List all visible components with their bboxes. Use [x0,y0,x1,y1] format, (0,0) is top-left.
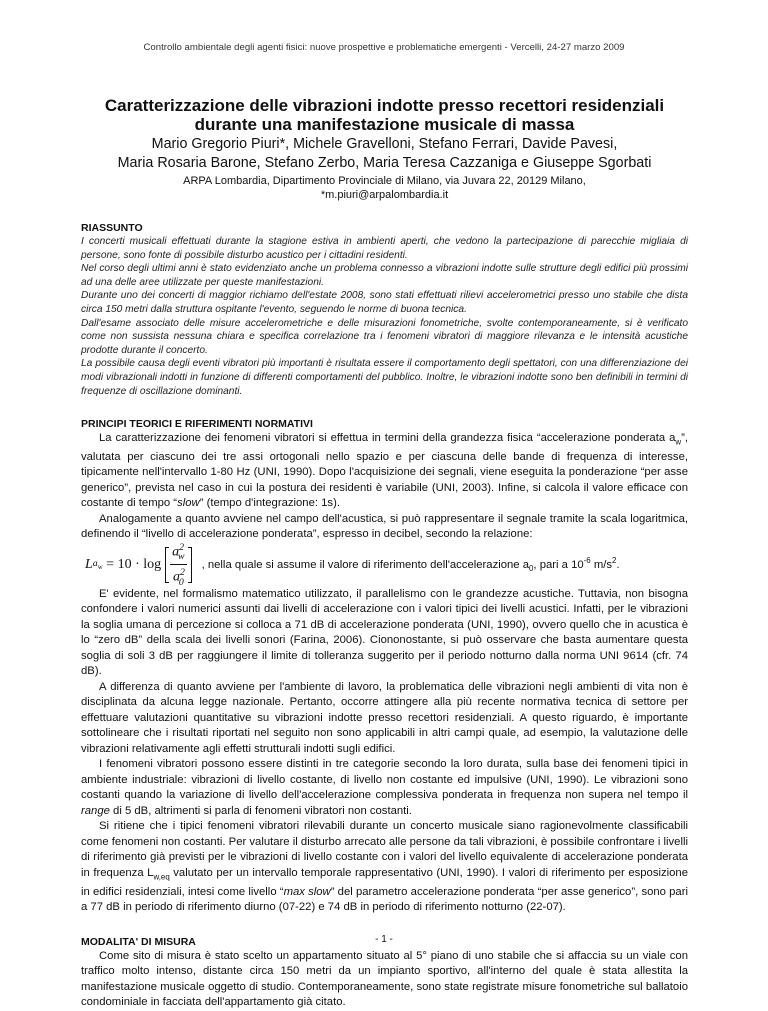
body-paragraph: I fenomeni vibratori possono essere distinti in tre categorie secondo la loro durata, sulla base dei fenomeni tipici in ambiente industriale: vibrazioni di livello costante, di livello non costante ed impulsive (UNI, 1990). Le vibrazioni sono costanti quando la variazione di livello dell'accelerazione complessiva ponderata in frequenza non supera nel tempo il range di 5 dB, altrimenti si parla di fenomeni vibratori non costanti. [81,758,688,817]
authors [81,135,688,173]
body-paragraph: A differenza di quanto avviene per l'ambiente di lavoro, la problematica delle vibrazioni negli ambienti di vita non è disciplinata da alcuna legge nazionale. Pertanto, occorre attingere alla più recente normativa tecnica di settore per effettuare valutazioni quantitative su vibrazioni indotte presso recettori residenziali. A questo riguardo, è importante sottolineare che i risultati riportati nel seguito non sono applicabili in altri campi quale, ad esempio, la valutazione delle vibrazioni relativamente agli effetti strutturali indotti sugli edifici. [81,680,688,755]
abstract-paragraph: La possibile causa degli eventi vibratori più importanti è risultata essere il comportamento degli spettatori, con una differenziazione dei modi vibrazionali indotti in funzione di differenti comportamenti del pubblico. Inoltre, le vibrazioni indotte sono ben definibili in termini di frequenze di oscillazione dominanti. [81,358,688,397]
abstract-paragraph: Dall'esame associato delle misure accelerometriche e delle misurazioni fonometriche, svolte contemporaneamente, si è verificato come non sussista nessuna chiara e specifica correlazione tra i fenomeni vibratori di maggiore rilevanza e le intensità acustiche prodotte durante il concerto. [81,317,688,356]
authors-line-1: Mario Gregorio Piuri*, Michele Gravelloni, Stefano Ferrari, Davide Pavesi, [151,136,618,152]
affiliation [81,174,688,202]
equation-description: , nella quale si assume il valore di riferimento dell'accelerazione $a_0$, pari a $10^{-6}$ $m/s^2$. [201,556,620,574]
body-paragraph: E' evidente, nel formalismo matematico utilizzato, il parallelismo con le grandezze acustiche. Tuttavia, non bisogna confondere i valori numerici assunti dai livelli di accelerazione con i valori tipici dei livelli acustici. Infatti, per le vibrazioni la soglia umana di percezione si colloca a 71 dB di accelerazione ponderata (UNI, 1990), ovvero quello che in acustica è lo “zero dB” della scala dei livelli sonori (Farina, 2006). Ciononostante, si può osservare che basta aumentare questa soglia di soli 3 dB per raggiungere il limite di tolleranza suggerito per il periodo notturno dalla norma UNI 9614 (cfr. 74 dB). [81,587,688,678]
authors-line-2: Maria Rosaria Barone, Stefano Zerbo, Maria Teresa Cazzaniga e Giuseppe Sgorbati [117,155,652,171]
paper-title [81,96,688,134]
section-principles [81,418,688,916]
title-line-2: durante una manifestazione musicale di massa [194,115,575,134]
equation-bracket [165,541,191,588]
section-title: MODALITA' DI MISURA [81,935,196,948]
abstract [81,222,688,398]
page-content [81,96,688,1011]
abstract-paragraph: I concerti musicali effettuati durante la stagione estiva in ambienti aperti, che vedono la partecipazione di parecchie migliaia di persone, sono fonte di possibile disturbo acustico per i cittadini residenti. [81,236,688,261]
affiliation-address: ARPA Lombardia, Dipartimento Provinciale di Milano, via Juvara 22, 20129 Milano, [183,175,586,187]
section-title: PRINCIPI TEORICI E RIFERIMENTI NORMATIVI [81,418,313,431]
section-measurement [81,936,688,1011]
page-number: - 1 - [375,934,393,945]
corresponding-email[interactable]: *m.piuri@arpalombardia.it [320,189,449,201]
equation-acceleration-level [85,543,688,587]
body-paragraph: La caratterizzazione dei fenomeni vibratori si effettua in termini della grandezza fisica “accelerazione ponderata $a_w$”, valutata per ciascuno dei tre assi ortogonali nello spazio e per ciascuna delle bande di frequenza di interesse, tipicamente nell'intervallo 1-80 Hz (UNI, 1990). Dopo l'acquisizione dei segnali, viene eseguita la ponderazione “per asse generico”, prevista nel caso in cui la postura dei residenti è variabile (UNI, 2003). Infine, si calcola il valore efficace con costante di tempo “slow” (tempo d'integrazione: 1s). [81,432,688,510]
equation-fraction: $\frac{a^2_w}{a^2_0}$ [172,541,185,588]
equation-math: L $a_w$ = 10 · log $\frac{a^2_w}{a^2_0}$ [85,548,196,582]
body-paragraph: Analogamente a quanto avviene nel campo dell'acustica, si può rappresentare il segnale tramite la scala logaritmica, definendo il “livello di accelerazione ponderata”, espresso in decibel, secondo la relazione: [81,512,688,541]
abstract-paragraph: Nel corso degli ultimi anni è stato evidenziato anche un problema connesso a vibrazioni indotte sulle strutture degli edifici più prossimi ad una delle aree utilizzate per queste manifestazioni. [81,263,688,288]
title-line-1: Caratterizzazione delle vibrazioni indotte presso recettori residenziali [104,96,665,115]
abstract-paragraph: Durante uno dei concerti di maggior richiamo dell'estate 2008, sono stati effettuati rilievi accelerometrici presso uno stabile che dista circa 150 metri dalla struttura ospitante l'evento, seguendo le norme di buona tecnica. [81,290,688,315]
running-header: Controllo ambientale degli agenti fisici: nuove prospettive e problematiche emergenti - Vercelli, 24-27 marzo 2009 [143,42,625,53]
body-paragraph: Come sito di misura è stato scelto un appartamento situato al 5° piano di uno stabile che si affaccia su un viale con traffico molto intenso, distante circa 150 metri da un impianto sportivo, all'interno del quale è stata allestita la manifestazione musicale oggetto di studio. Contemporaneamente, sono state registrate misure fonometriche sul ballatoio condominiale in facciata dell'appartamento già citato. [81,949,688,1009]
body-paragraph: Si ritiene che i tipici fenomeni vibratori rilevabili durante un concerto musicale siano ragionevolmente classificabili come fenomeni non costanti. Per valutare il disturbo arrecato alle persone da tali vibrazioni, è possibile confrontare i livelli di riferimento già previsti per le vibrazioni di livello costante con i valori del livello equivalente di accelerazione ponderata in frequenza $L_{w,eq}$ valutato per un intervallo temporale rappresentativo (UNI, 1990). I valori di riferimento per esposizione in edifici residenziali, intesi come livello “max slow” del parametro accelerazione ponderata “per asse generico”, sono pari a 77 dB in periodo di riferimento diurno (07-22) e 74 dB in periodo di riferimento notturno (22-07). [81,820,688,914]
abstract-title: RIASSUNTO [81,222,143,234]
